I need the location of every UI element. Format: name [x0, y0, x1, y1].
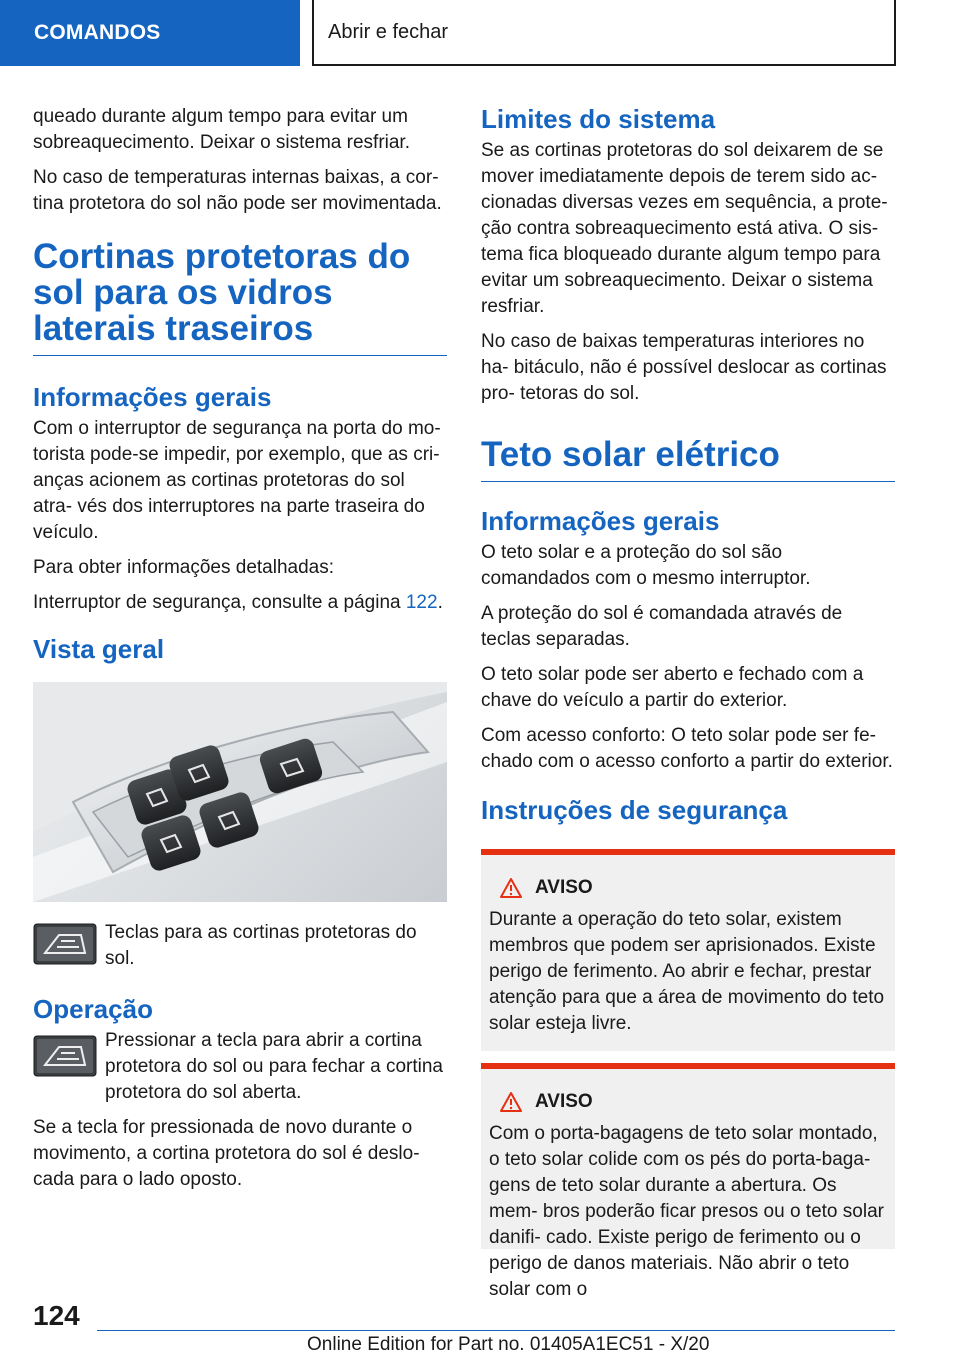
- chapter-tab: [312, 0, 896, 66]
- left-column: [33, 104, 447, 1202]
- paragraph: O teto solar e a proteção do sol são comandados com o mesmo interruptor.: [481, 542, 811, 589]
- warning-label: AVISO: [535, 1091, 593, 1112]
- sunblind-key-icon: [33, 923, 97, 965]
- chapter-title: Abrir e fechar: [328, 20, 449, 43]
- page-number: 124: [33, 1300, 80, 1331]
- section-title: COMANDOS: [34, 21, 161, 44]
- paragraph: O teto solar pode ser aberto e fechado com a chave do veículo a partir do exterior.: [481, 664, 864, 711]
- warning-text: Com o porta-bagagens de teto solar montado, o teto solar colide com os pés do porta-baga- gens de teto solar durante a abertura. Os mem- bros poderão ficar presos ou o teto solar danifi- cado. Existe perigo de ferimento ou o perigo de danos materiais. Não abrir o teto solar com o: [489, 1123, 884, 1300]
- warning-title: [489, 877, 887, 899]
- warning-title: [489, 1091, 887, 1113]
- edition-footer: Online Edition for Part no. 01405A1EC51 - X/20: [307, 1334, 710, 1355]
- legend-caption: Teclas para as cortinas protetoras do sol.: [105, 922, 417, 969]
- legend-row: [33, 920, 447, 972]
- subheading-seguranca: Instruções de segurança: [481, 795, 788, 825]
- warning-triangle-icon: [499, 877, 523, 899]
- right-column: [481, 104, 895, 1300]
- paragraph: queado durante algum tempo para evitar um sobreaquecimento. Deixar o sistema resfriar.: [33, 106, 410, 153]
- subheading-info: Informações gerais: [33, 382, 272, 412]
- paragraph: Com acesso conforto: O teto solar pode ser fe- chado com o acesso conforto a partir do exterior.: [481, 725, 893, 772]
- paragraph: A proteção do sol é comandada através de teclas separadas.: [481, 603, 843, 650]
- subheading-info: Informações gerais: [481, 506, 720, 536]
- switch-panel-image: [33, 682, 447, 902]
- window-switch-illustration: [33, 682, 447, 902]
- paragraph: No caso de baixas temperaturas interiores no ha- bitáculo, não é possível deslocar as cortinas pro- tetoras do sol.: [481, 331, 887, 404]
- warning-label: AVISO: [535, 877, 593, 898]
- warning-box: [481, 1063, 895, 1300]
- subheading-limites: Limites do sistema: [481, 104, 716, 134]
- section-heading: Cortinas protetoras do sol para os vidros laterais traseiros: [33, 239, 447, 356]
- paragraph: Se as cortinas protetoras do sol deixarem de se mover imediatamente depois de terem sido ac- cionadas diversas vezes em sequência, a prote- ção contra sobreaquecimento está ativa. O sis- tema fica bloqueado durante algum tempo para evitar um sobreaquecimento. Deixar o sistema resfriar.: [481, 140, 888, 317]
- warning-text: Durante a operação do teto solar, existem membros que podem ser aprisionados. Existe perigo de ferimento. Ao abrir e fechar, prestar atenção para que a área de movimento do teto solar esteja livre.: [489, 909, 885, 1034]
- footer-divider: [97, 1330, 895, 1331]
- paragraph: Para obter informações detalhadas:: [33, 557, 335, 578]
- subheading-vista: Vista geral: [33, 634, 165, 664]
- warning-box: [481, 849, 895, 1051]
- page-link[interactable]: 122: [405, 592, 438, 613]
- section-heading: Teto solar elétrico: [481, 437, 895, 482]
- paragraph: Se a tecla for pressionada de novo durante o movimento, a cortina protetora do sol é deslo- cada para o lado oposto.: [33, 1117, 420, 1190]
- warning-triangle-icon: [499, 1091, 523, 1113]
- paragraph-with-link: [33, 590, 447, 616]
- sunblind-key-icon: [33, 1035, 97, 1077]
- section-tab: [0, 0, 300, 66]
- link-prefix: Interruptor de segurança, consulte a página: [33, 592, 406, 613]
- operation-block: [33, 1028, 447, 1106]
- subheading-operacao: Operação: [33, 994, 153, 1024]
- link-suffix: .: [437, 592, 443, 613]
- paragraph: Com o interruptor de segurança na porta do mo- torista pode-se impedir, por exemplo, que as cri- anças acionem as cortinas protetoras do sol atra- vés dos interruptores na parte traseira do veículo.: [33, 418, 441, 543]
- paragraph: Pressionar a tecla para abrir a cortina protetora do sol ou para fechar a cortina protetora do sol aberta.: [105, 1030, 443, 1103]
- paragraph: No caso de temperaturas internas baixas, a cor- tina protetora do sol não pode ser movimentada.: [33, 167, 442, 214]
